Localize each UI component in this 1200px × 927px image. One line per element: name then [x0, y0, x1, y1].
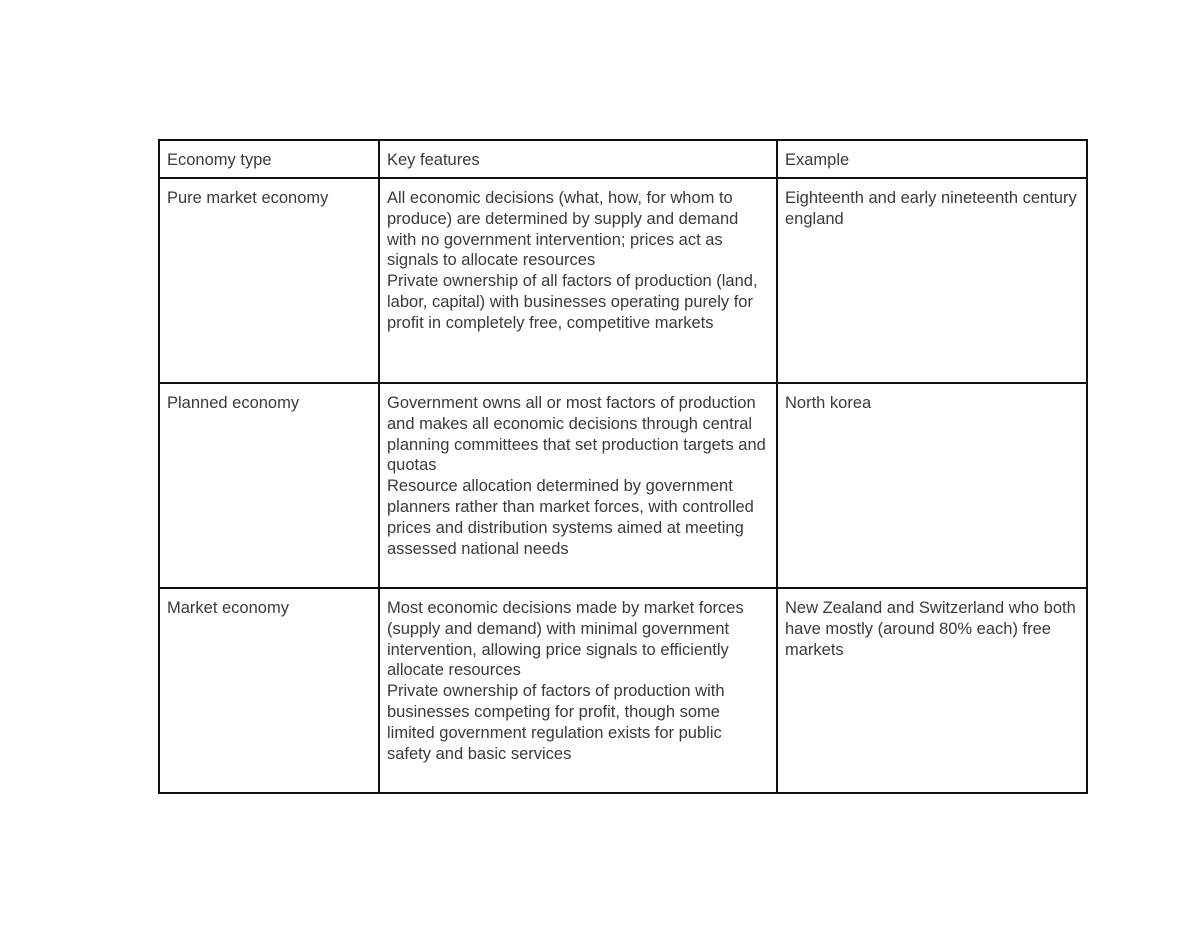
table-row	[159, 383, 1087, 588]
header-key-features: Key features	[379, 140, 777, 178]
table-header-row	[159, 140, 1087, 178]
key-features-cell: Most economic decisions made by market forces (supply and demand) with minimal government intervention, allowing price signals to efficiently allocate resources Private ownership of factors of production with businesses competing for profit, though some limited government regulation exists for public safety and basic services	[379, 588, 777, 793]
example-cell: Eighteenth and early nineteenth century england	[777, 178, 1087, 383]
key-features-cell: All economic decisions (what, how, for whom to produce) are determined by supply and demand with no government intervention; prices act as signals to allocate resources Private ownership of all factors of production (land, labor, capital) with businesses operating purely for profit in completely free, competitive markets	[379, 178, 777, 383]
key-features-cell: Government owns all or most factors of production and makes all economic decisions through central planning committees that set production targets and quotas Resource allocation determined by government planners rather than market forces, with controlled prices and distribution systems aimed at meeting assessed national needs	[379, 383, 777, 588]
table-row	[159, 178, 1087, 383]
economy-types-table	[158, 139, 1088, 794]
example-cell: New Zealand and Switzerland who both have mostly (around 80% each) free markets	[777, 588, 1087, 793]
economy-type-cell: Pure market economy	[159, 178, 379, 383]
header-example: Example	[777, 140, 1087, 178]
economy-type-cell: Market economy	[159, 588, 379, 793]
economy-type-cell: Planned economy	[159, 383, 379, 588]
example-cell: North korea	[777, 383, 1087, 588]
table-row	[159, 588, 1087, 793]
header-economy-type: Economy type	[159, 140, 379, 178]
